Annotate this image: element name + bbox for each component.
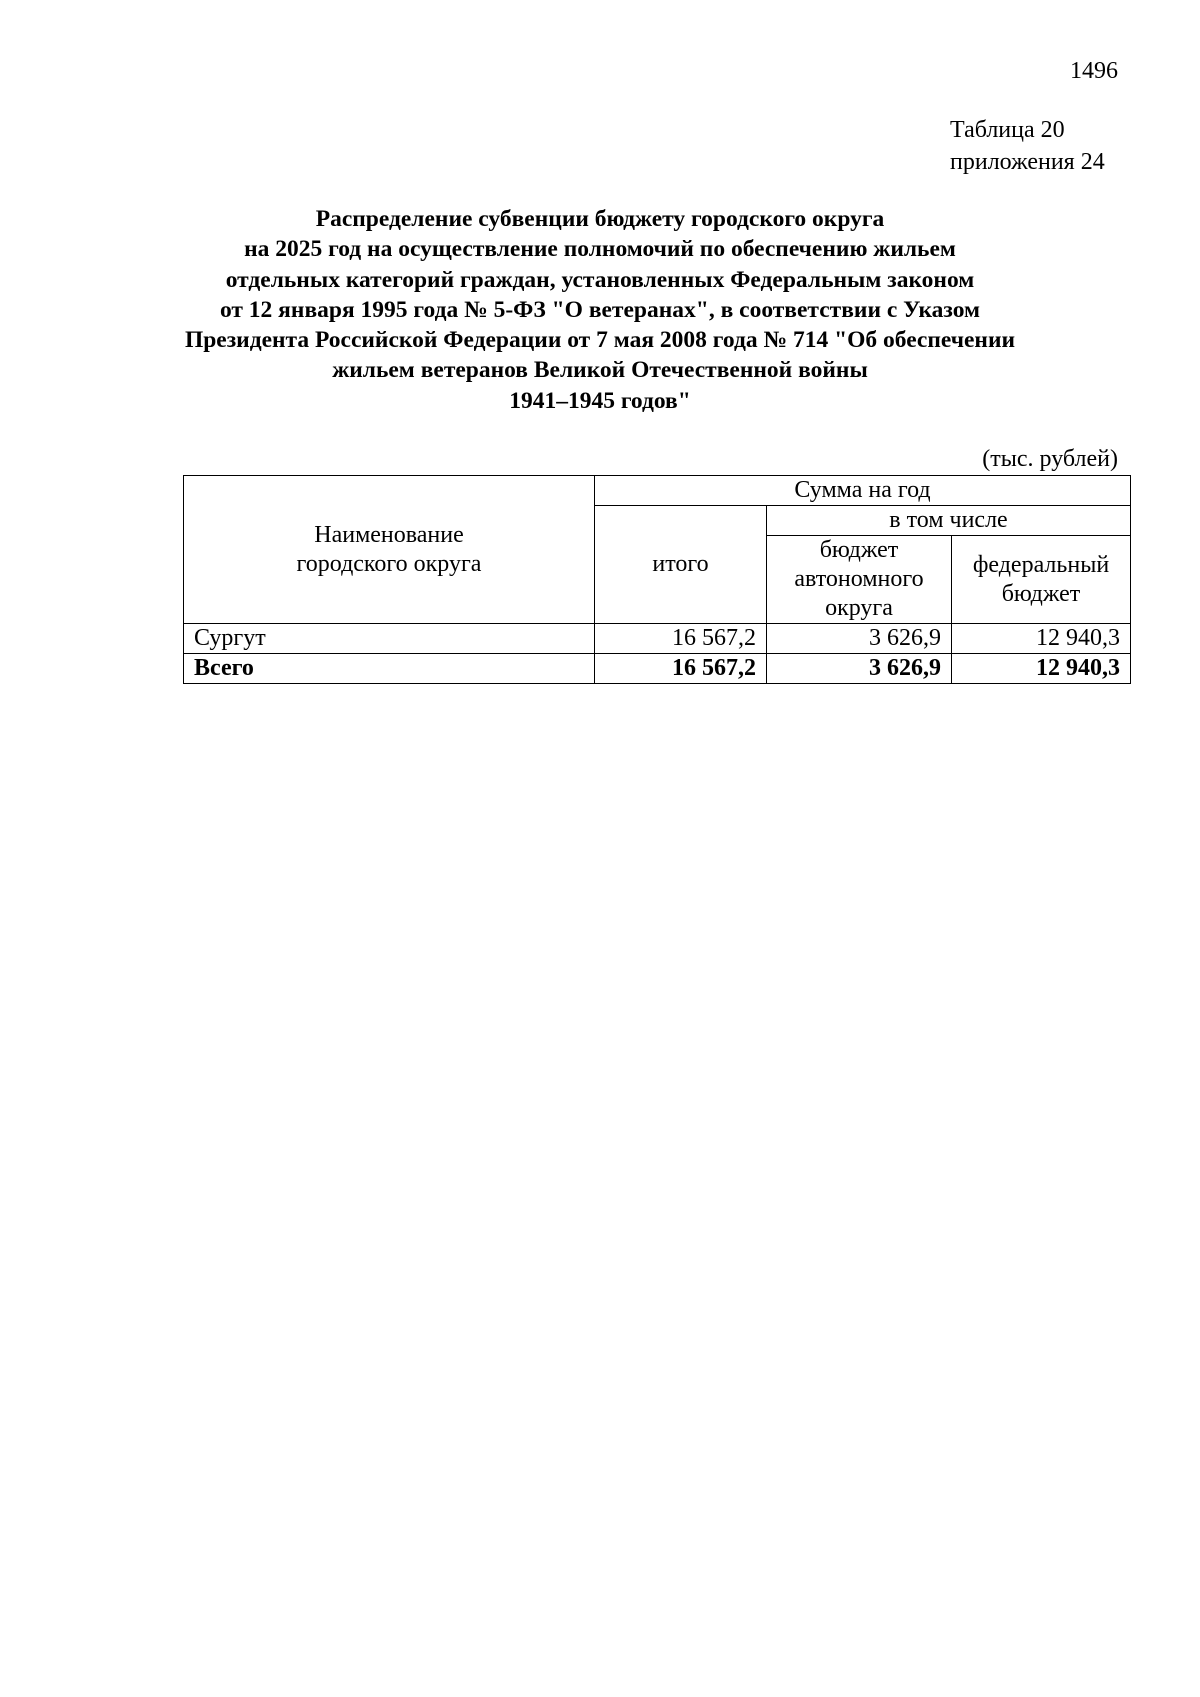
title-line: на 2025 год на осуществление полномочий по обеспечению жильем	[244, 236, 956, 263]
header-name-column	[184, 476, 595, 624]
title-line: Президента Российской Федерации от 7 мая 2008 года № 714 "Об обеспечении	[184, 327, 1016, 354]
header-name-line-2: городского округа	[296, 550, 482, 577]
row-federal-cell: 12 940,3	[952, 624, 1131, 654]
table-ref-line-2: приложения 24	[950, 149, 1105, 175]
total-regional-cell: 3 626,9	[767, 654, 952, 684]
header-federal-column	[952, 536, 1131, 624]
table-row	[184, 624, 1131, 654]
row-name-cell: Сургут	[184, 624, 595, 654]
title-line: Распределение субвенции бюджету городского округа	[315, 206, 885, 232]
header-regional-line-2: автономного	[794, 566, 924, 592]
title-line: от 12 января 1995 года № 5-ФЗ "О ветеранах", в соответствии с Указом	[219, 296, 981, 323]
table-header-row-1	[184, 476, 1131, 506]
header-name-line-1: Наименование	[314, 521, 464, 548]
title-line: 1941–1945 годов"	[509, 387, 691, 414]
table-reference	[950, 114, 1105, 178]
header-regional-line-3: округа	[825, 595, 893, 621]
header-including-group: в том числе	[767, 506, 1131, 536]
total-total-cell: 16 567,2	[595, 654, 767, 684]
header-regional-column	[767, 536, 952, 624]
units-label: (тыс. рублей)	[982, 446, 1118, 472]
total-federal-cell: 12 940,3	[952, 654, 1131, 684]
table-ref-line-1: Таблица 20	[950, 117, 1065, 143]
total-name-cell: Всего	[184, 654, 595, 684]
row-regional-cell: 3 626,9	[767, 624, 952, 654]
document-title	[150, 204, 1050, 416]
page-number: 1496	[1070, 58, 1118, 84]
header-federal-line-2: бюджет	[1001, 580, 1081, 607]
header-sum-group: Сумма на год	[595, 476, 1131, 506]
title-line: отдельных категорий граждан, установленных Федеральным законом	[225, 266, 975, 293]
table-total-row	[184, 654, 1131, 684]
title-line: жильем ветеранов Великой Отечественной войны	[332, 357, 868, 384]
header-federal-line-1: федеральный	[972, 551, 1110, 578]
header-total-column: итого	[595, 506, 767, 624]
subvention-table	[183, 475, 1131, 684]
header-regional-line-1: бюджет	[819, 537, 899, 563]
row-total-cell: 16 567,2	[595, 624, 767, 654]
